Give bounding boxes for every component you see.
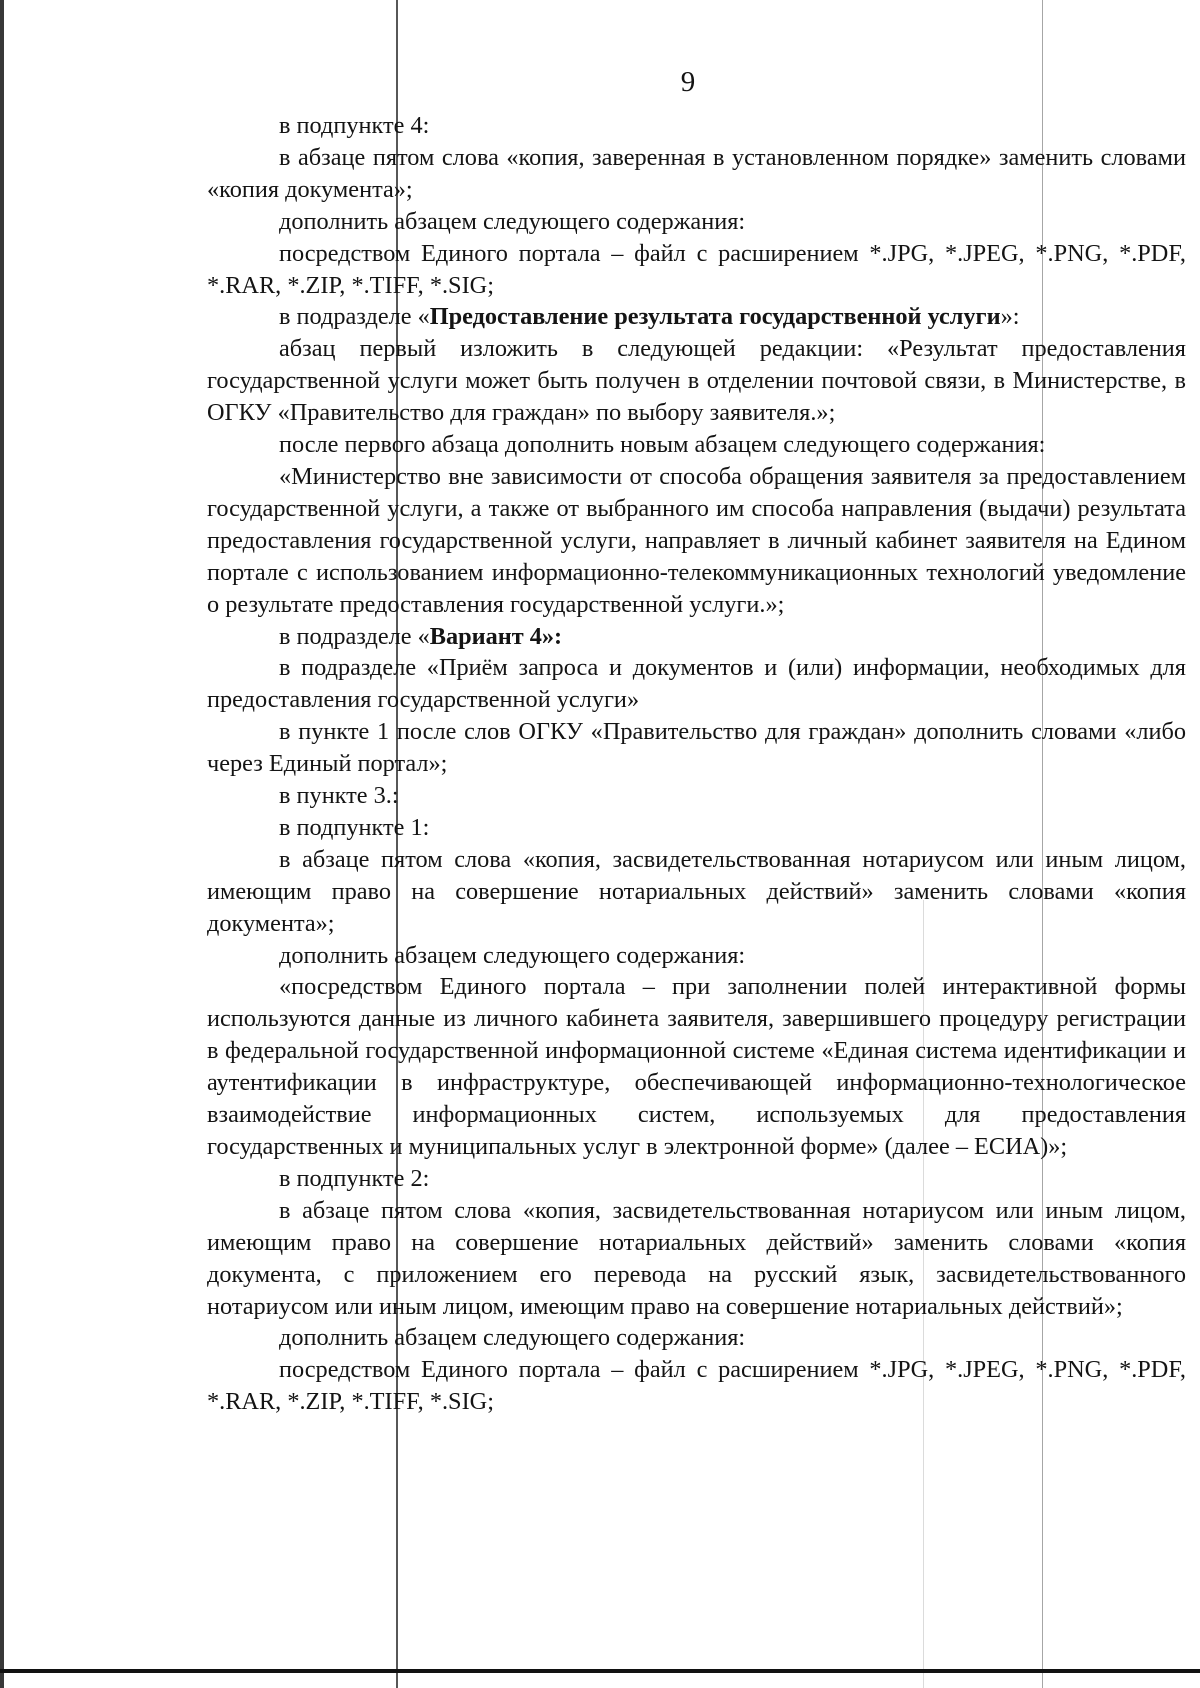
text-fragment: в подпункте 1:: [279, 813, 430, 841]
paragraph: [207, 461, 1186, 621]
text-fragment: в абзаце пятом слова «копия, засвидетельствованная нотариусом или иным лицом, имеющим право на совершение нотариальных действий» заменить словами «копия документа»;: [207, 845, 1186, 937]
paragraph: [207, 940, 1186, 972]
paragraph: [207, 971, 1186, 1162]
text-fragment: в подпункте 2:: [279, 1164, 430, 1192]
bold-text-fragment: Вариант 4»:: [429, 622, 563, 650]
document-body: [207, 110, 1186, 1418]
paragraph: [207, 716, 1186, 780]
text-fragment: в абзаце пятом слова «копия, заверенная в установленном порядке» заменить словами «копия документа»;: [207, 143, 1186, 203]
paragraph: [207, 780, 1186, 812]
text-fragment: дополнить абзацем следующего содержания:: [279, 1324, 746, 1352]
paragraph: [207, 1322, 1186, 1354]
paragraph: [207, 1354, 1186, 1418]
paragraph: [207, 652, 1186, 716]
text-fragment: дополнить абзацем следующего содержания:: [279, 941, 746, 969]
text-fragment: «Министерство вне зависимости от способа обращения заявителя за предоставлением государственной услуги, а также от выбранного им способа направления (выдачи) результата предоставления государственной услуги, направляет в личный кабинет заявителя на Едином портале с использованием информационно-телекоммуникационных технологий уведомление о результате предоставления государственной услуги.»;: [207, 462, 1186, 618]
text-fragment: дополнить абзацем следующего содержания:: [279, 207, 746, 235]
bold-text-fragment: Предоставление результата государственной услуги: [429, 303, 1001, 331]
paragraph: [207, 333, 1186, 429]
paragraph: [207, 844, 1186, 940]
text-fragment: в подразделе «: [279, 622, 430, 650]
text-fragment: абзац первый изложить в следующей редакции: «Результат предоставления государственной услуги может быть получен в отделении почтовой связи, в Министерстве, в ОГКУ «Правительство для граждан» по выбору заявителя.»;: [207, 335, 1186, 427]
paragraph: [207, 110, 1186, 142]
page-number: 9: [680, 66, 696, 98]
text-fragment: »:: [1000, 303, 1020, 331]
paragraph: [207, 621, 1186, 653]
text-fragment: в подразделе «Приём запроса и документов и (или) информации, необходимых для предоставления государственной услуги»: [207, 654, 1186, 714]
text-fragment: в подпункте 4:: [279, 112, 430, 139]
paragraph: [207, 1163, 1186, 1195]
paragraph: [207, 429, 1186, 461]
paragraph: [207, 1195, 1186, 1323]
text-fragment: в пункте 1 после слов ОГКУ «Правительство для граждан» дополнить словами «либо через Единый портал»;: [207, 718, 1186, 778]
scan-bottom-edge: [0, 1669, 1200, 1673]
paragraph: [207, 142, 1186, 206]
paragraph: [207, 301, 1186, 333]
text-fragment: в подразделе «: [279, 303, 430, 331]
text-fragment: в пункте 3.:: [279, 782, 399, 810]
text-fragment: в абзаце пятом слова «копия, засвидетельствованная нотариусом или иным лицом, имеющим право на совершение нотариальных действий» заменить словами «копия документа, с приложением его перевода на русский язык, засвидетельствованного нотариусом или иным лицом, имеющим право на совершение нотариальных действий»;: [207, 1196, 1186, 1320]
text-fragment: посредством Единого портала – файл с расширением *.JPG, *.JPEG, *.PNG, *.PDF, *.RAR, *.ZIP, *.TIFF, *.SIG;: [207, 1356, 1186, 1416]
text-fragment: после первого абзаца дополнить новым абзацем следующего содержания:: [279, 431, 1046, 459]
text-fragment: «посредством Единого портала – при заполнении полей интерактивной формы используются данные из личного кабинета заявителя, завершившего процедуру регистрации в федеральной государственной информационной системе «Единая система идентификации и аутентификации в инфраструктуре, обеспечивающей информационно-технологическое взаимодействие информационных систем, используемых для предоставления государственных и муниципальных услуг в электронной форме» (далее – ЕСИА)»;: [207, 973, 1186, 1160]
text-fragment: посредством Единого портала – файл с расширением *.JPG, *.JPEG, *.PNG, *.PDF, *.RAR, *.ZIP, *.TIFF, *.SIG;: [207, 239, 1186, 299]
paragraph: [207, 238, 1186, 302]
paragraph: [207, 206, 1186, 238]
paragraph: [207, 812, 1186, 844]
scan-left-edge-shadow: [0, 0, 4, 1688]
